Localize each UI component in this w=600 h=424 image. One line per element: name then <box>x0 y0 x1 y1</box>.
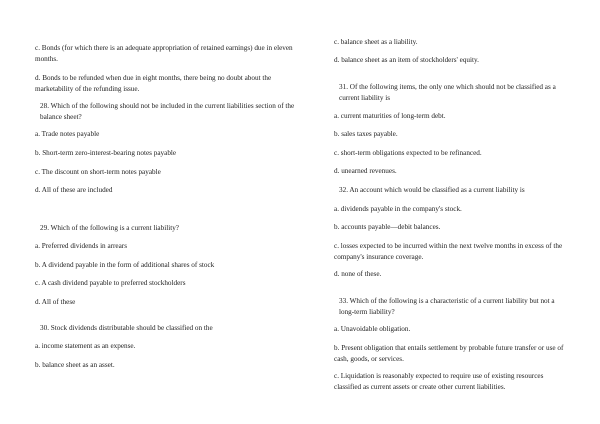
question-32: 32. An account which would be classified as a current liability is <box>339 186 525 194</box>
option-30a: a. income statement as an expense. <box>35 342 136 350</box>
option-29a: a. Preferred dividends in arrears <box>35 242 127 250</box>
option-30d: d. balance sheet as an item of stockholders' equity. <box>334 56 479 64</box>
option-33b: b. Present obligation that entails settlement by probable future transfer or use of cash, goods, or services. <box>334 344 564 363</box>
option-30c: c. balance sheet as a liability. <box>334 38 418 46</box>
option-28c: c. The discount on short-term notes payable <box>35 168 161 176</box>
option-29c: c. A cash dividend payable to preferred stockholders <box>35 279 186 287</box>
option-33a: a. Unavoidable obligation. <box>334 325 411 333</box>
option-29b: b. A dividend payable in the form of additional shares of stock <box>35 261 215 269</box>
option-29d: d. All of these <box>35 298 76 306</box>
option-31a: a. current maturities of long-term debt. <box>334 112 446 120</box>
option-30b: b. balance sheet as an asset. <box>35 361 115 369</box>
option-31c: c. short-term obligations expected to be refinanced. <box>334 149 482 157</box>
option-33c: c. Liquidation is reasonably expected to require use of existing resources classified as current assets or create other current liabilities. <box>334 372 544 391</box>
question-31: 31. Of the following items, the only one which should not be classified as a current liability is <box>339 83 556 102</box>
option-28a: a. Trade notes payable <box>35 130 100 138</box>
option-32b: b. accounts payable—debit balances. <box>334 223 441 231</box>
option-27c: c. Bonds (for which there is an adequate appropriation of retained earnings) due in eleven months. <box>35 44 293 63</box>
option-32d: d. none of these. <box>334 270 382 278</box>
option-31d: d. unearned revenues. <box>334 167 397 175</box>
question-33: 33. Which of the following is a characteristic of a current liability but not a long-term liability? <box>339 297 555 316</box>
option-28d: d. All of these are included <box>35 186 113 194</box>
option-32a: a. dividends payable in the company's stock. <box>334 205 462 213</box>
option-28b: b. Short-term zero-interest-bearing notes payable <box>35 149 177 157</box>
option-31b: b. sales taxes payable. <box>334 130 398 138</box>
option-32c: c. losses expected to be incurred within the next twelve months in excess of the company's insurance coverage. <box>334 242 563 261</box>
question-29: 29. Which of the following is a current liability? <box>40 224 179 232</box>
question-28: 28. Which of the following should not be included in the current liabilities section of the balance sheet? <box>40 102 295 121</box>
option-27d: d. Bonds to be refunded when due in eight months, there being no doubt about the marketability of the refunding issue. <box>35 74 272 93</box>
question-30: 30. Stock dividends distributable should be classified on the <box>40 324 213 332</box>
